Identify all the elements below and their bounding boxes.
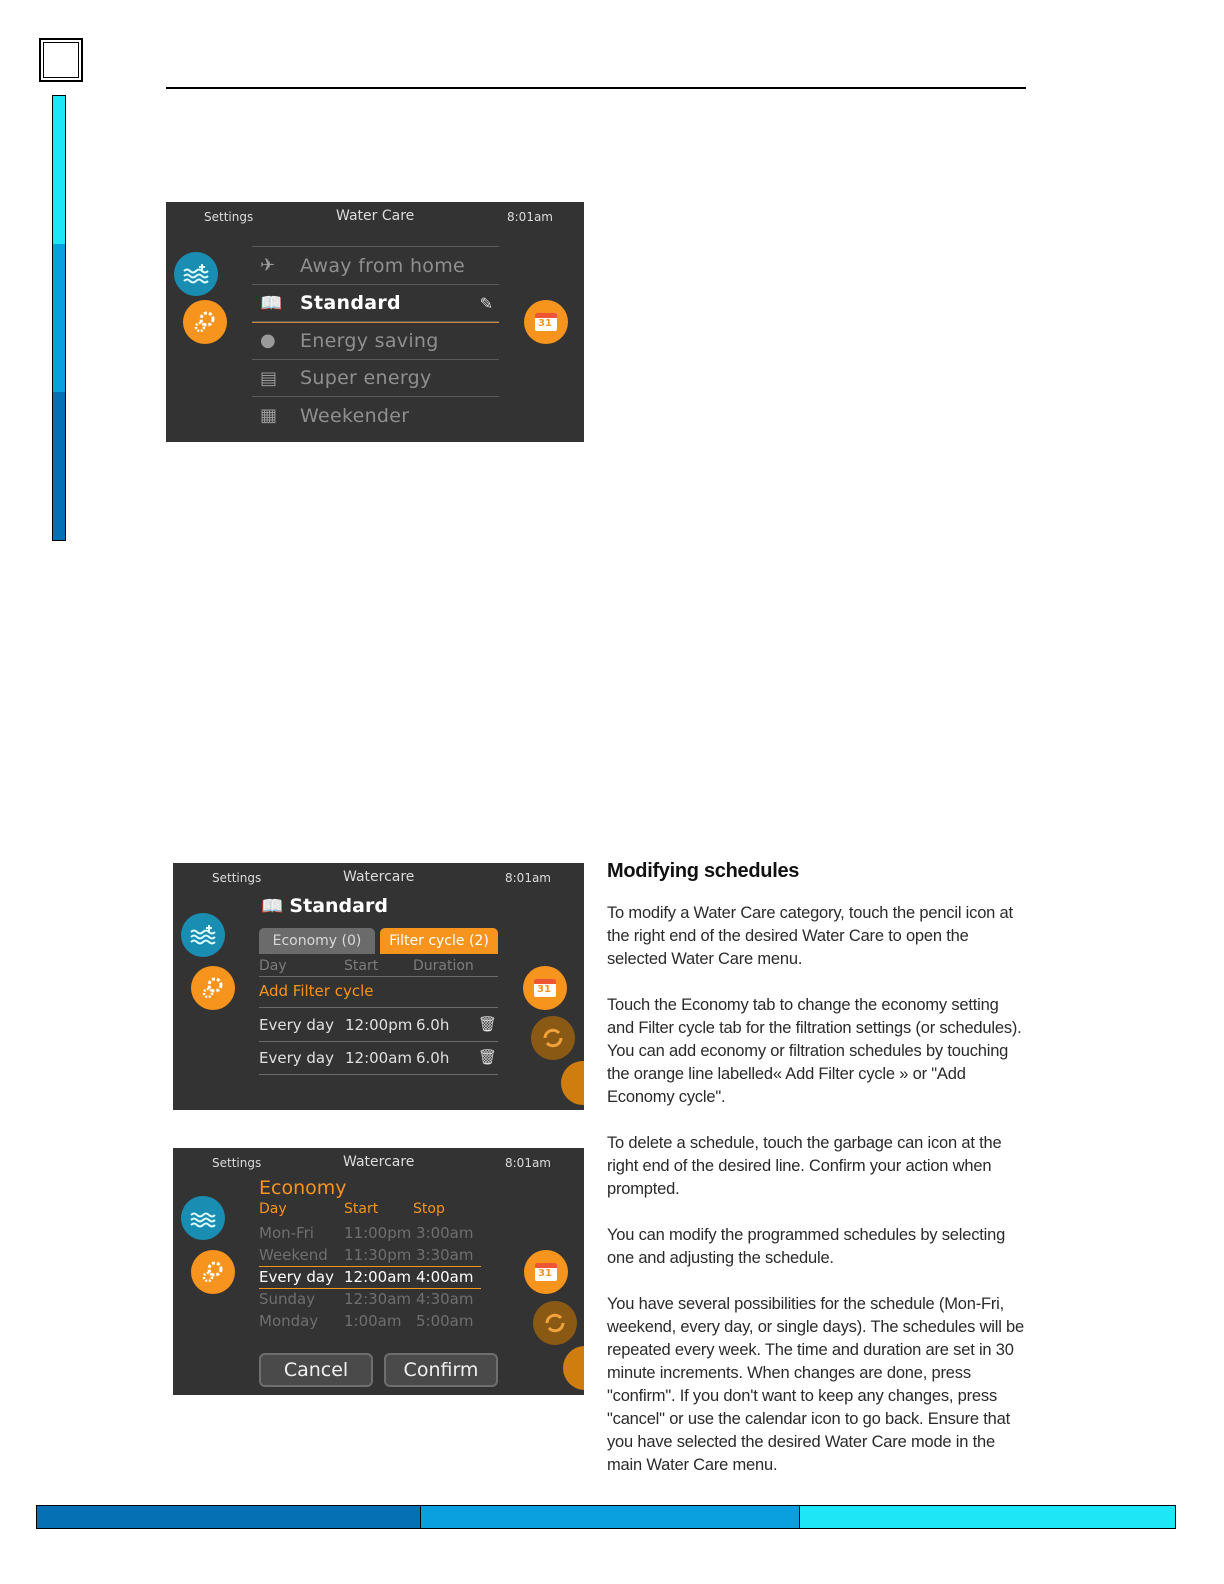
- menu-item-label: Weekender: [300, 404, 410, 427]
- screenshot-economy-schedule: [173, 1148, 584, 1395]
- menu-item[interactable]: [252, 359, 499, 397]
- column-start: Start: [344, 1201, 379, 1217]
- column-duration: Duration: [413, 958, 474, 974]
- instructions-text: [607, 860, 1027, 1477]
- title-row: [261, 895, 388, 917]
- piggy-bank-icon: ●: [260, 330, 276, 351]
- book-icon: 📖: [261, 895, 284, 917]
- side-bar-segment-2: [53, 244, 65, 392]
- paragraph-delete: To delete a schedule, touch the garbage can icon at the right end of the desired line. Confirm your action when prompted.: [607, 1134, 1002, 1198]
- header-settings-label[interactable]: Settings: [212, 1156, 262, 1170]
- header-title: Water Care: [336, 208, 415, 224]
- cell-stop: 4:30am: [416, 1290, 474, 1308]
- paragraph-tabs: Touch the Economy tab to change the economy setting and Filter cycle tab for the filtration settings (or schedules). You can add economy or filtration schedules by touching the orange line labelled« Add Filter cycle » or "Add Economy cycle".: [607, 996, 1022, 1106]
- settings-gear-icon[interactable]: [191, 966, 235, 1010]
- calendar-partial-icon[interactable]: [561, 1061, 584, 1105]
- paragraph-modify: To modify a Water Care category, touch the pencil icon at the right end of the desired Water Care to open the selected Water Care menu.: [607, 904, 1013, 968]
- column-stop: Stop: [413, 1201, 445, 1217]
- selection-line: [259, 1288, 481, 1289]
- money-stack-icon: ▤: [260, 367, 278, 389]
- side-bar-segment-1: [53, 96, 65, 244]
- row-divider: [259, 1041, 498, 1042]
- menu-item-label: Standard: [300, 292, 401, 314]
- header-settings-label[interactable]: Settings: [204, 210, 254, 224]
- bottom-color-bar: [36, 1505, 1176, 1529]
- airplane-icon: ✈: [260, 255, 276, 276]
- tab-economy[interactable]: [259, 928, 375, 954]
- book-check-icon: 📖: [260, 292, 283, 314]
- cell-stop: 4:00am: [416, 1268, 474, 1286]
- cell-stop: 3:00am: [416, 1224, 474, 1242]
- header-settings-label[interactable]: Settings: [212, 871, 262, 885]
- side-bar-segment-3: [53, 392, 65, 540]
- cell-day: Every day: [259, 1049, 334, 1067]
- cell-stop: 3:30am: [416, 1246, 474, 1264]
- column-start: Start: [344, 958, 379, 974]
- confirm-button[interactable]: [384, 1353, 498, 1387]
- cell-start: 1:00am: [344, 1312, 402, 1330]
- paragraph-adjust: You can modify the programmed schedules by selecting one and adjusting the schedule.: [607, 1226, 1006, 1267]
- menu-item[interactable]: [252, 284, 499, 323]
- calendar-water-icon[interactable]: [523, 966, 567, 1010]
- water-care-icon[interactable]: [174, 252, 218, 296]
- cell-start: 11:00pm: [344, 1224, 412, 1242]
- paragraph-possibilities: You have several possibilities for the schedule (Mon-Fri, weekend, every day, or single days). The schedules will be repeated every week. The time and duration are set in 30 minute increments. When changes are done, press "confirm". If you don't want to keep any changes, press "cancel" or use the calendar icon to go back. Ensure that you have selected the desired Water Care mode in the main Water Care menu.: [607, 1295, 1025, 1474]
- settings-gear-icon[interactable]: [191, 1250, 235, 1294]
- header-time: 8:01am: [505, 871, 551, 885]
- row-divider: [259, 1074, 498, 1075]
- column-day: Day: [259, 958, 287, 974]
- cell-start: 11:30pm: [344, 1246, 412, 1264]
- calendar-number: 31: [538, 318, 552, 329]
- cell-duration: 6.0h: [416, 1016, 450, 1034]
- settings-gear-icon[interactable]: [183, 300, 227, 344]
- calendar-number: 31: [537, 984, 551, 995]
- page-title: Economy: [259, 1177, 347, 1199]
- menu-item-label: Super energy: [300, 367, 432, 389]
- header-time: 8:01am: [507, 210, 553, 224]
- cell-start: 12:00am: [345, 1049, 413, 1067]
- calendar-water-icon[interactable]: [524, 1250, 568, 1294]
- menu-item-label: Energy saving: [300, 329, 439, 352]
- trash-icon[interactable]: 🗑: [478, 1048, 498, 1066]
- trash-icon[interactable]: 🗑: [478, 1015, 498, 1033]
- side-color-bar: [52, 95, 66, 541]
- cell-start: 12:00am: [344, 1268, 412, 1286]
- menu-item[interactable]: [252, 396, 499, 434]
- add-divider: [259, 1007, 498, 1008]
- cell-day: Monday: [259, 1312, 319, 1330]
- header-time: 8:01am: [505, 1156, 551, 1170]
- cycle-refresh-icon[interactable]: [533, 1301, 577, 1345]
- add-filter-cycle-button[interactable]: Add Filter cycle: [259, 982, 374, 1000]
- screenshot-standard-filter-cycles: [173, 863, 584, 1110]
- cell-stop: 5:00am: [416, 1312, 474, 1330]
- cancel-button-label: Cancel: [283, 1359, 349, 1381]
- water-care-icon[interactable]: [181, 913, 225, 957]
- header-divider: [259, 976, 498, 977]
- tab-filter-cycle-label: Filter cycle (2): [389, 933, 489, 949]
- cell-day: Every day: [259, 1268, 334, 1286]
- page-corner-box: [39, 38, 83, 82]
- header-title: Watercare: [343, 869, 415, 885]
- cell-day: Weekend: [259, 1246, 328, 1264]
- cell-day: Sunday: [259, 1290, 316, 1308]
- menu-item[interactable]: [252, 321, 499, 359]
- header-title: Watercare: [343, 1154, 415, 1170]
- page-title: Standard: [289, 895, 388, 917]
- cell-duration: 6.0h: [416, 1049, 450, 1067]
- water-care-icon[interactable]: [181, 1196, 225, 1240]
- section-heading: Modifying schedules: [607, 860, 800, 882]
- cancel-button[interactable]: [259, 1353, 373, 1387]
- calendar-number: 31: [538, 1268, 552, 1279]
- selection-line: [259, 1266, 481, 1267]
- menu-item[interactable]: [252, 246, 499, 284]
- cell-day: Every day: [259, 1016, 334, 1034]
- cell-start: 12:00pm: [345, 1016, 413, 1034]
- tab-economy-label: Economy (0): [272, 933, 362, 949]
- menu-item-label: Away from home: [300, 254, 466, 277]
- calendar-partial-icon[interactable]: [563, 1346, 584, 1390]
- bottom-bar-segment-1: [37, 1506, 421, 1528]
- calendar-weekend-icon: ▦: [260, 405, 278, 426]
- confirm-button-label: Confirm: [403, 1359, 479, 1381]
- cell-start: 12:30am: [344, 1290, 412, 1308]
- cell-day: Mon-Fri: [259, 1224, 314, 1242]
- bottom-bar-segment-2: [421, 1506, 800, 1528]
- screenshot-water-care-menu: [166, 202, 584, 442]
- pencil-icon[interactable]: ✎: [479, 293, 493, 313]
- tab-filter-cycle[interactable]: [380, 928, 498, 954]
- calendar-water-icon[interactable]: [524, 300, 568, 344]
- header-rule: [166, 87, 1026, 89]
- column-day: Day: [259, 1201, 287, 1217]
- bottom-bar-segment-3: [800, 1506, 1175, 1528]
- cycle-refresh-icon[interactable]: [531, 1016, 575, 1060]
